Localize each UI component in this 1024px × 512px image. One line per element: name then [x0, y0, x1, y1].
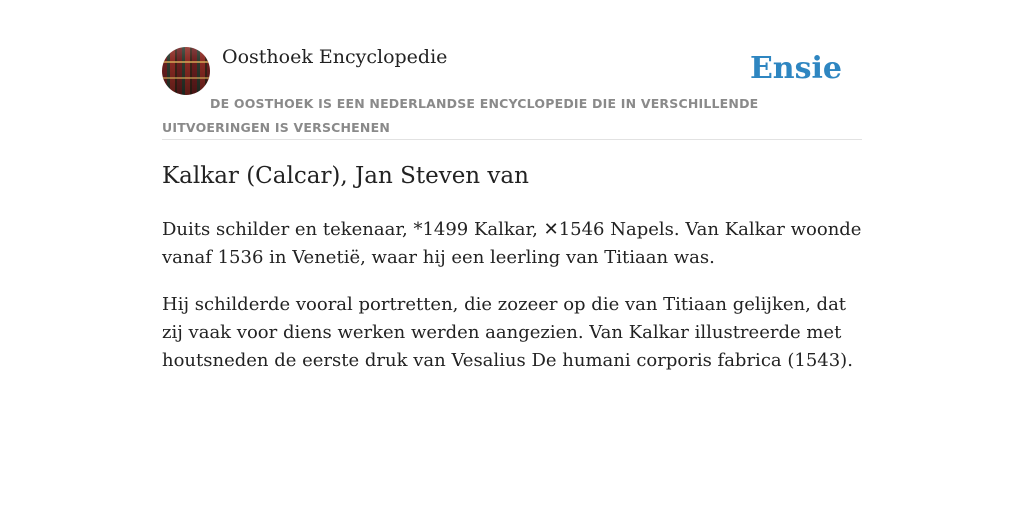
encyclopedia-books-icon[interactable] [162, 47, 210, 95]
ensie-logo[interactable]: Ensie [749, 51, 842, 86]
article-body [162, 216, 862, 394]
site-tagline: DE OOSTHOEK IS EEN NEDERLANDSE ENCYCLOPEDIE DIE IN VERSCHILLENDE UITVOERINGEN IS VERSCHENEN [162, 96, 759, 135]
article-paragraph: Duits schilder en tekenaar, *1499 Kalkar, ✕1546 Napels. Van Kalkar woonde vanaf 1536 in Venetië, waar hij een leerling van Titiaan was. [162, 219, 862, 268]
article-paragraph: Hij schilderde vooral portretten, die zozeer op die van Titiaan gelijken, dat zij vaak voor diens werken werden aangezien. Van Kalkar illustreerde met houtsneden de eerste druk van Vesalius De humani corporis fabrica (1543). [162, 294, 853, 371]
site-header [162, 40, 862, 140]
article-title: Kalkar (Calcar), Jan Steven van [162, 163, 529, 189]
site-name[interactable]: Oosthoek Encyclopedie [222, 46, 448, 68]
